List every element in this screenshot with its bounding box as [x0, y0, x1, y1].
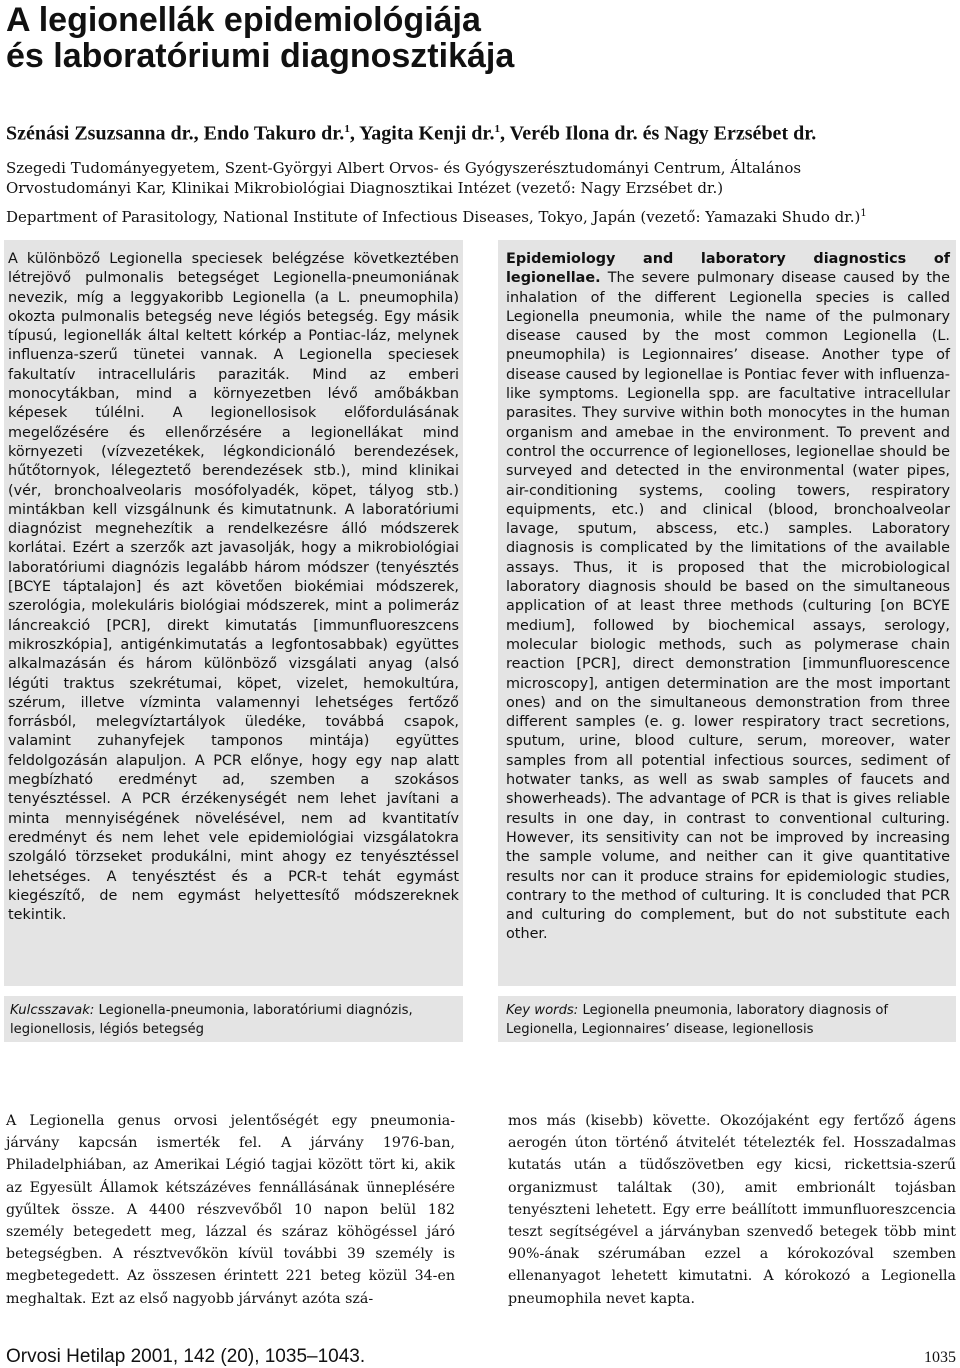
- author-superscript-2: 1: [494, 123, 500, 135]
- page-number: 1035: [924, 1349, 956, 1366]
- author-part-2: , Yagita Kenji dr.: [349, 122, 495, 145]
- title-line-2: és laboratóriumi diagnosztikája: [6, 37, 515, 75]
- abstract-english-text: The severe pulmonary disease caused by the inhalation of the different Legionella species is called Legionella pneumonia, while the name of the pulmonary disease caused by the most common Legionella (L. pneumophila) is Legionnaires’ disease. Another type of disease caused by legionellae is Pontiac fever with influenza-like symptoms. Legionella spp. are facultative intracellular parasites. They survive within both monocytes in the human organism and amebae in the environment. To prevent and control the occurrence of legionelloses, legionellae should be surveyed and detected in the environmental (water pipes, air-conditioning systems, cooling towers, respiratory equipments, etc.) and clinical (blood, bronchoalveolar lavage, sputum, abscess, etc.) samples. Laboratory diagnosis is complicated by the limitations of the available assays. Thus, it is proposed that the microbiological laboratory diagnosis should be based on the simultaneous application of at least three methods (culturing [on BCYE medium], followed by biochemical assays, serology, molecular biologic methods, such as polymerase chain reaction [PCR], direct demonstration [immunfluorescence microscopy], antigen determination are the most important ones) and on the simultaneous demonstration from three different samples (e. g. lower respiratory tract secretions, sputum, urine, blood culture, serum, moreover, water samples from all potential infectious sources, sediment of hotwater tanks, as well as swab samples of faucets and showerheads). The advantage of PCR is that is gives reliable results in one day, in contrast to conventional culturing. However, its sensitivity can not be improved by increasing the sample volume, and neither can it give quantitative results nor can it produce strains for epidemiologic studies, contrary to the method of culturing. It is concluded that PCR and culturing do complement, but do not substitute each other.: [506, 270, 951, 943]
- affiliation-tokyo: [6, 204, 956, 227]
- affiliation-tokyo-superscript: 1: [860, 208, 867, 219]
- abstract-english: [506, 250, 950, 945]
- article-title: [6, 2, 946, 74]
- keywords-hungarian-text: Legionella-pneumonia, laboratóriumi diagnózis, legionellosis, légiós betegség: [10, 1003, 413, 1037]
- author-superscript-1: 1: [344, 123, 350, 135]
- keywords-english-text: Legionella pneumonia, laboratory diagnosis of Legionella, Legionnaires’ disease, legionellosis: [506, 1003, 889, 1037]
- keywords-english: [506, 1001, 952, 1039]
- keywords-english-label: Key words:: [506, 1003, 579, 1018]
- body-text-left-column: A Legionella genus orvosi jelentőségét egy pneumonia-járvány kapcsán ismerték fel. A járvány 1976-ban, Philadelphiában, az Amerikai Légió tagjai között tört ki, akik az Egyesült Államok kétszázéves fennállásának ünneplésére gyűltek össze. A 4400 részvevőből 10 napon belül 182 személy betegedett meg, lázzal és száraz köhögéssel járó betegségben. A résztvevőkön kívül további 39 személy is megbetegedett. Az összesen érintett 221 beteg közül 34-en meghaltak. Ezt az első nagyobb járványt azóta szá-: [6, 1113, 455, 1307]
- author-list: [6, 116, 956, 147]
- affiliation-szeged-line-1: Szegedi Tudományegyetem, Szent-Györgyi Albert Orvos- és Gyógyszerésztudományi Centrum, Általános: [6, 159, 802, 177]
- abstract-hungarian: A különböző Legionella speciesek belégzése következtében létrejövő pulmonalis betegséget Legionella-pneumoniának nevezik, míg a leggyakoribb Legionella (a L. pneumophila) okozta pulmonalis betegség neve légiós betegség. Egy másik típusú, legionellák által keltett kórkép a Pontiac-láz, melynek influenza-szerű tünetei vannak. A Legionella speciesek fakultatív intracelluláris paraziták. Mind az emberi monocytákban, mind a környezetben lévő amőbákban képesek túlélni. A legionellosisok előfordulásának megelőzésére és ellenőrzésére a legionellákat mind környezeti (vízvezetékek, légkondicionáló berendezések, hűtőtornyok, lélegeztető berendezések stb.), mind klinikai (vér, bronchoalveolaris mosófolyadék, köpet, tályog stb.) mintákban kell vizsgálnunk és kimutatnunk. A laboratóriumi diagnózist megnehezítik a rendelkezésre álló módszerek korlátai. Ezért a szerzők azt javasolják, hogy a mikrobiológiai laboratóriumi diagnózis legalább három módszer (tenyésztés [BCYE táptalajon] és azt követően biokémiai módszerek, szerológia, molekuláris biológiai módszerek, mint a polimeráz láncreakció [PCR], direkt kimutatás [immunfluoreszcens mikroszkópia], antigénkimutatás a legfontosabbak) együttes alkalmazásán és három különböző vizsgálati anyag (alsó légúti traktus szekrétumai, köpet, vizelet, hemokultúra, szérum, illetve vízminta valamennyi lehetséges fertőző forrásból, melegvíztartályok üledéke, továbbá csapok, valamint zuhanyfejek tamponos mintája) együttes feldolgozásán alapuljon. A PCR előnye, hogy egy nap alatt megbízható eredményt ad, szemben a szokásos tenyésztéssel. A PCR érzékenységét nem lehet javítani a minta mennyiségének növelésével, nem ad kvantitatív eredményt és nem lehet vele epidemiológiai vizsgálatokra szolgáló törzseket produkálni, mint ahogy ez tenyésztéssel lehetséges. A tenyésztést és a PCR-t tehát egymást kiegészítő, de nem egymást helyettesítő módszereknek tekintik.: [8, 251, 459, 924]
- affiliation-tokyo-text: Department of Parasitology, National Institute of Infectious Diseases, Tokyo, Japán (vezető: Yamazaki Shudo dr.): [6, 208, 861, 226]
- author-part-3: , Veréb Ilona dr. és Nagy Erzsébet dr.: [499, 122, 817, 145]
- author-part-1: Szénási Zsuzsanna dr., Endo Takuro dr.: [6, 122, 345, 145]
- keywords-hungarian: [10, 1001, 460, 1039]
- keywords-hungarian-label: Kulcsszavak:: [10, 1003, 95, 1018]
- affiliation-szeged: [6, 158, 956, 198]
- body-text-right-column: mos más (kisebb) követte. Okozójaként egy fertőző ágens aerogén úton történő átvitelét tételezték fel. Hosszadalmas kutatás után a tüdőszövetben egy kicsi, rickettsia-szerű organizmust találtak (30), amit embrionált tojásban tenyészteni lehetett. Egy erre beállított immunfluoreszcencia teszt segítségével a járványban szenvedő betegek több mint 90%-ának szérumában ezzel a kórokozóval szemben ellenanyagot lehetett kimutatni. A kórokozó a Legionella pneumophila nevet kapta.: [508, 1113, 956, 1307]
- journal-citation: Orvosi Hetilap 2001, 142 (20), 1035–1043.: [6, 1346, 366, 1367]
- abstract-english-heading: Epidemiology and laboratory diagnostics of legionellae.: [506, 251, 950, 287]
- affiliation-szeged-line-2: Orvostudományi Kar, Klinikai Mikrobiológiai Diagnosztikai Intézet (vezető: Nagy Erzsébet dr.): [6, 179, 724, 197]
- title-line-1: A legionellák epidemiológiája: [6, 1, 481, 39]
